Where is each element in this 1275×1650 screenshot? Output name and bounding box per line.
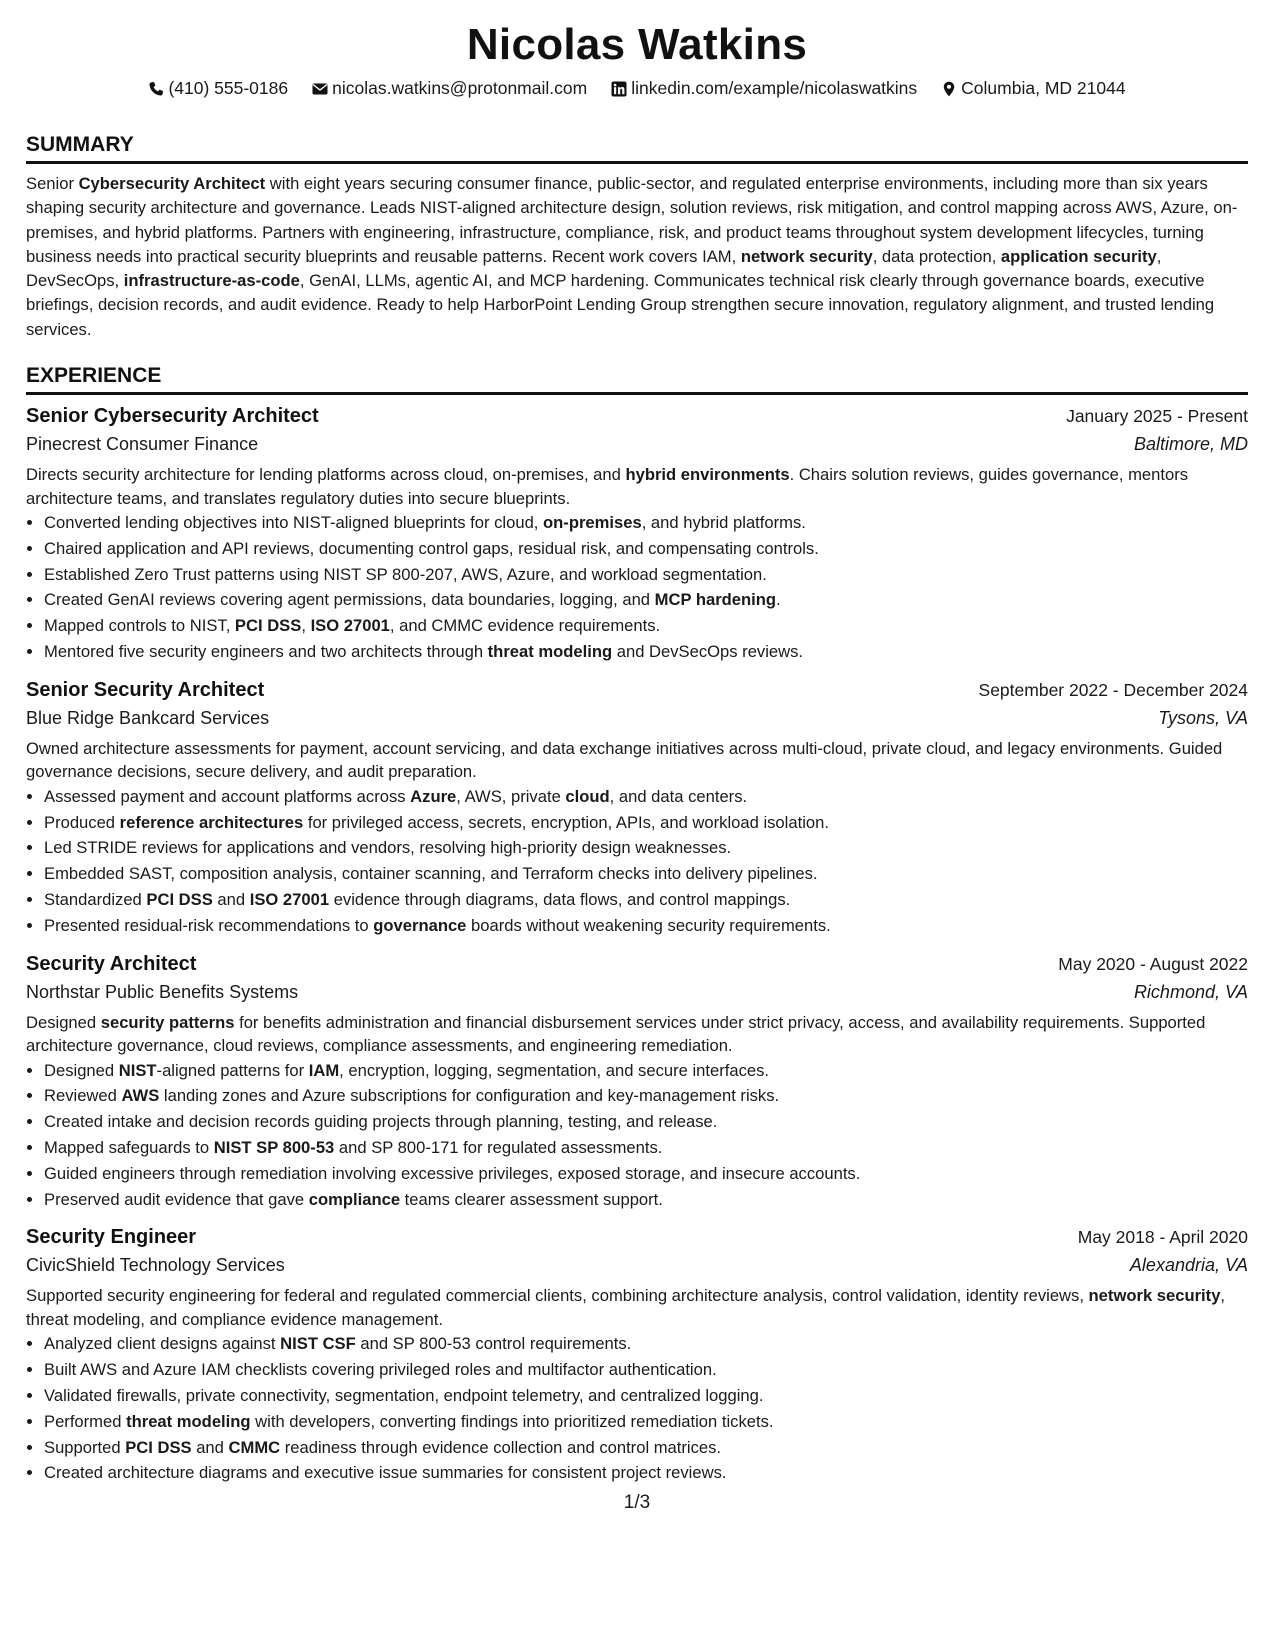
bold-keyword: reference architectures [119, 812, 304, 832]
bullet-item: • Created intake and decision records guiding projects through planning, testing, and release. [44, 1109, 1248, 1135]
phone-icon [148, 81, 164, 97]
bold-keyword: MCP hardening [654, 590, 777, 610]
job-header-row [26, 1226, 1248, 1249]
job-header-row [26, 953, 1248, 976]
bold-keyword: Azure [410, 786, 457, 806]
job-header-row [26, 405, 1248, 428]
summary-paragraph: Senior Cybersecurity Architect with eight years securing consumer finance, public-sector, and regulated enterprise environments, including more than six years shaping security architecture and governance. Leads NIST-aligned architecture design, solution reviews, risk mitigation, and control mapping across AWS, Azure, on-premises, and hybrid platforms. Partners with engineering, infrastructure, compliance, risk, and product teams throughout system development lifecycles, turning business needs into practical security blueprints and reusable patterns. Recent work covers IAM, network security, data protection, application security, DevSecOps, infrastructure-as-code, GenAI, LLMs, agentic AI, and MCP hardening. Communicates technical risk clearly through governance boards, executive briefings, decision records, and audit evidence. Ready to help HarborPoint Lending Group strengthen secure innovation, regulatory alignment, and trusted lending services. [26, 174, 1238, 339]
bullet-item: • Assessed payment and account platforms across Azure, AWS, private cloud, and data centers. [44, 784, 1248, 810]
job-location: Tysons, VA [1158, 707, 1248, 728]
job-summary: Owned architecture assessments for payment, account servicing, and data exchange initiatives across multi-cloud, private cloud, and legacy environments. Guided governance decisions, secure delivery, and audit preparation. [26, 738, 1223, 782]
bold-keyword: NIST SP 800-53 [213, 1138, 335, 1158]
bold-keyword: on-premises [543, 513, 642, 533]
contact-linkedin[interactable] [611, 78, 917, 99]
experience-heading: EXPERIENCE [26, 364, 1248, 395]
bold-keyword: PCI DSS [146, 890, 213, 910]
company-row [26, 434, 1248, 455]
bullet-item: • Created GenAI reviews covering agent permissions, data boundaries, logging, and MCP hardening. [44, 587, 1248, 613]
bullet-item: • Led STRIDE reviews for applications and vendors, resolving high-priority design weaknesses. [44, 835, 1248, 861]
job-title: Security Engineer [26, 1226, 197, 1249]
bold-keyword: NIST CSF [280, 1334, 356, 1354]
page-indicator: 1/3 [623, 1492, 651, 1513]
bold-keyword: PCI DSS [125, 1437, 192, 1457]
job-dates: September 2022 - December 2024 [978, 679, 1248, 700]
bold-keyword: security patterns [100, 1012, 235, 1032]
phone-number: (410) 555-0186 [168, 78, 289, 98]
bold-keyword: AWS [121, 1086, 160, 1106]
bullet-list [26, 1331, 1248, 1486]
bullet-item: • Designed NIST-aligned patterns for IAM, encryption, logging, segmentation, and secure interfaces. [44, 1058, 1248, 1084]
bold-keyword: Cybersecurity Architect [78, 174, 266, 193]
location-text: Columbia, MD 21044 [961, 78, 1126, 98]
company-row [26, 1255, 1248, 1276]
map-pin-icon [941, 81, 957, 97]
job-title: Senior Cybersecurity Architect [26, 405, 319, 428]
bullet-list [26, 1058, 1248, 1213]
bold-keyword: infrastructure-as-code [123, 271, 300, 291]
bold-keyword: NIST [118, 1060, 157, 1080]
job-summary: Directs security architecture for lending platforms across cloud, on-premises, and hybrid environments. Chairs solution reviews, guides governance, mentors architecture teams, and translates regulatory duties into secure blueprints. [26, 465, 1189, 508]
bullet-item: • Created architecture diagrams and executive issue summaries for consistent project reviews. [44, 1460, 1248, 1486]
contact-bar [26, 78, 1248, 99]
contact-email[interactable] [312, 78, 587, 99]
company-name: Northstar Public Benefits Systems [26, 981, 299, 1002]
envelope-icon [312, 81, 328, 97]
company-name: Blue Ridge Bankcard Services [26, 707, 270, 728]
job-header-row [26, 679, 1248, 702]
bold-keyword: IAM [308, 1060, 340, 1080]
bold-keyword: network security [1088, 1286, 1221, 1306]
bullet-item: • Presented residual-risk recommendations to governance boards without weakening security requirements. [44, 913, 1248, 939]
bullet-item: • Reviewed AWS landing zones and Azure subscriptions for configuration and key-management risks. [44, 1083, 1248, 1109]
bold-keyword: compliance [308, 1189, 401, 1209]
bullet-item: • Performed threat modeling with developers, converting findings into prioritized remediation tickets. [44, 1409, 1248, 1435]
experience-list [26, 405, 1248, 1486]
bullet-item: • Mapped safeguards to NIST SP 800-53 and SP 800-171 for regulated assessments. [44, 1135, 1248, 1161]
email-address[interactable]: nicolas.watkins@protonmail.com [332, 78, 588, 98]
company-name: Pinecrest Consumer Finance [26, 434, 259, 455]
bold-keyword: ISO 27001 [249, 890, 330, 910]
company-row [26, 708, 1248, 729]
bold-keyword: CMMC [228, 1437, 281, 1457]
job-entry [26, 953, 1248, 1213]
job-location: Richmond, VA [1133, 981, 1248, 1002]
candidate-name: Nicolas Watkins [466, 20, 808, 69]
job-entry [26, 1226, 1248, 1486]
bullet-item: • Built AWS and Azure IAM checklists covering privileged roles and multifactor authentication. [44, 1357, 1248, 1383]
bold-keyword: threat modeling [126, 1411, 251, 1431]
job-dates: May 2020 - August 2022 [1058, 953, 1248, 974]
job-entry [26, 405, 1248, 665]
resume-page [26, 0, 1248, 1650]
job-location: Baltimore, MD [1133, 434, 1248, 455]
contact-location [941, 78, 1125, 99]
job-dates: May 2018 - April 2020 [1077, 1227, 1248, 1248]
bold-keyword: PCI DSS [234, 616, 302, 636]
bold-keyword: ISO 27001 [310, 616, 390, 636]
summary-heading: SUMMARY [26, 133, 1248, 164]
bullet-item: • Mentored five security engineers and two architects through threat modeling and DevSecOps reviews. [44, 639, 1248, 665]
bullet-item: • Mapped controls to NIST, PCI DSS, ISO 27001, and CMMC evidence requirements. [44, 613, 1248, 639]
bullet-item: • Guided engineers through remediation involving excessive privileges, exposed storage, and insecure accounts. [44, 1161, 1248, 1187]
job-summary: Supported security engineering for federal and regulated commercial clients, combining architecture analysis, control validation, identity reviews, network security, threat modeling, and compliance evidence management. [26, 1286, 1226, 1329]
bold-keyword: hybrid environments [625, 465, 790, 485]
company-row [26, 982, 1248, 1003]
bullet-item: • Standardized PCI DSS and ISO 27001 evidence through diagrams, data flows, and control mappings. [44, 887, 1248, 913]
job-dates: January 2025 - Present [1066, 406, 1248, 427]
bullet-list [26, 510, 1248, 665]
bold-keyword: application security [1000, 246, 1157, 266]
bullet-item: • Analyzed client designs against NIST CSF and SP 800-53 control requirements. [44, 1331, 1248, 1357]
bullet-list [26, 784, 1248, 939]
bullet-item: • Supported PCI DSS and CMMC readiness through evidence collection and control matrices. [44, 1435, 1248, 1461]
bold-keyword: governance [373, 915, 467, 935]
bold-keyword: threat modeling [487, 642, 613, 662]
job-entry [26, 679, 1248, 939]
bullet-item: • Embedded SAST, composition analysis, container scanning, and Terraform checks into delivery pipelines. [44, 861, 1248, 887]
job-summary: Designed security patterns for benefits administration and financial disbursement services under strict privacy, access, and availability requirements. Supported architecture governance, cloud reviews, compliance assessments, and engineering remediation. [26, 1012, 1206, 1056]
bullet-item: • Produced reference architectures for privileged access, secrets, encryption, APIs, and workload isolation. [44, 810, 1248, 836]
job-title: Security Architect [26, 952, 197, 975]
bullet-item: • Established Zero Trust patterns using NIST SP 800-207, AWS, Azure, and workload segmentation. [44, 562, 1248, 588]
bullet-item: • Converted lending objectives into NIST-aligned blueprints for cloud, on-premises, and hybrid platforms. [44, 510, 1248, 536]
job-title: Senior Security Architect [26, 678, 265, 701]
bold-keyword: network security [740, 246, 873, 266]
linkedin-icon [611, 81, 627, 97]
contact-phone [148, 78, 288, 99]
job-location: Alexandria, VA [1129, 1255, 1248, 1276]
linkedin-url[interactable]: linkedin.com/example/nicolaswatkins [631, 78, 918, 98]
bullet-item: • Preserved audit evidence that gave compliance teams clearer assessment support. [44, 1187, 1248, 1213]
company-name: CivicShield Technology Services [26, 1255, 285, 1276]
bullet-item: • Validated firewalls, private connectivity, segmentation, endpoint telemetry, and centralized logging. [44, 1383, 1248, 1409]
bold-keyword: cloud [565, 786, 610, 806]
bullet-item: • Chaired application and API reviews, documenting control gaps, residual risk, and compensating controls. [44, 536, 1248, 562]
